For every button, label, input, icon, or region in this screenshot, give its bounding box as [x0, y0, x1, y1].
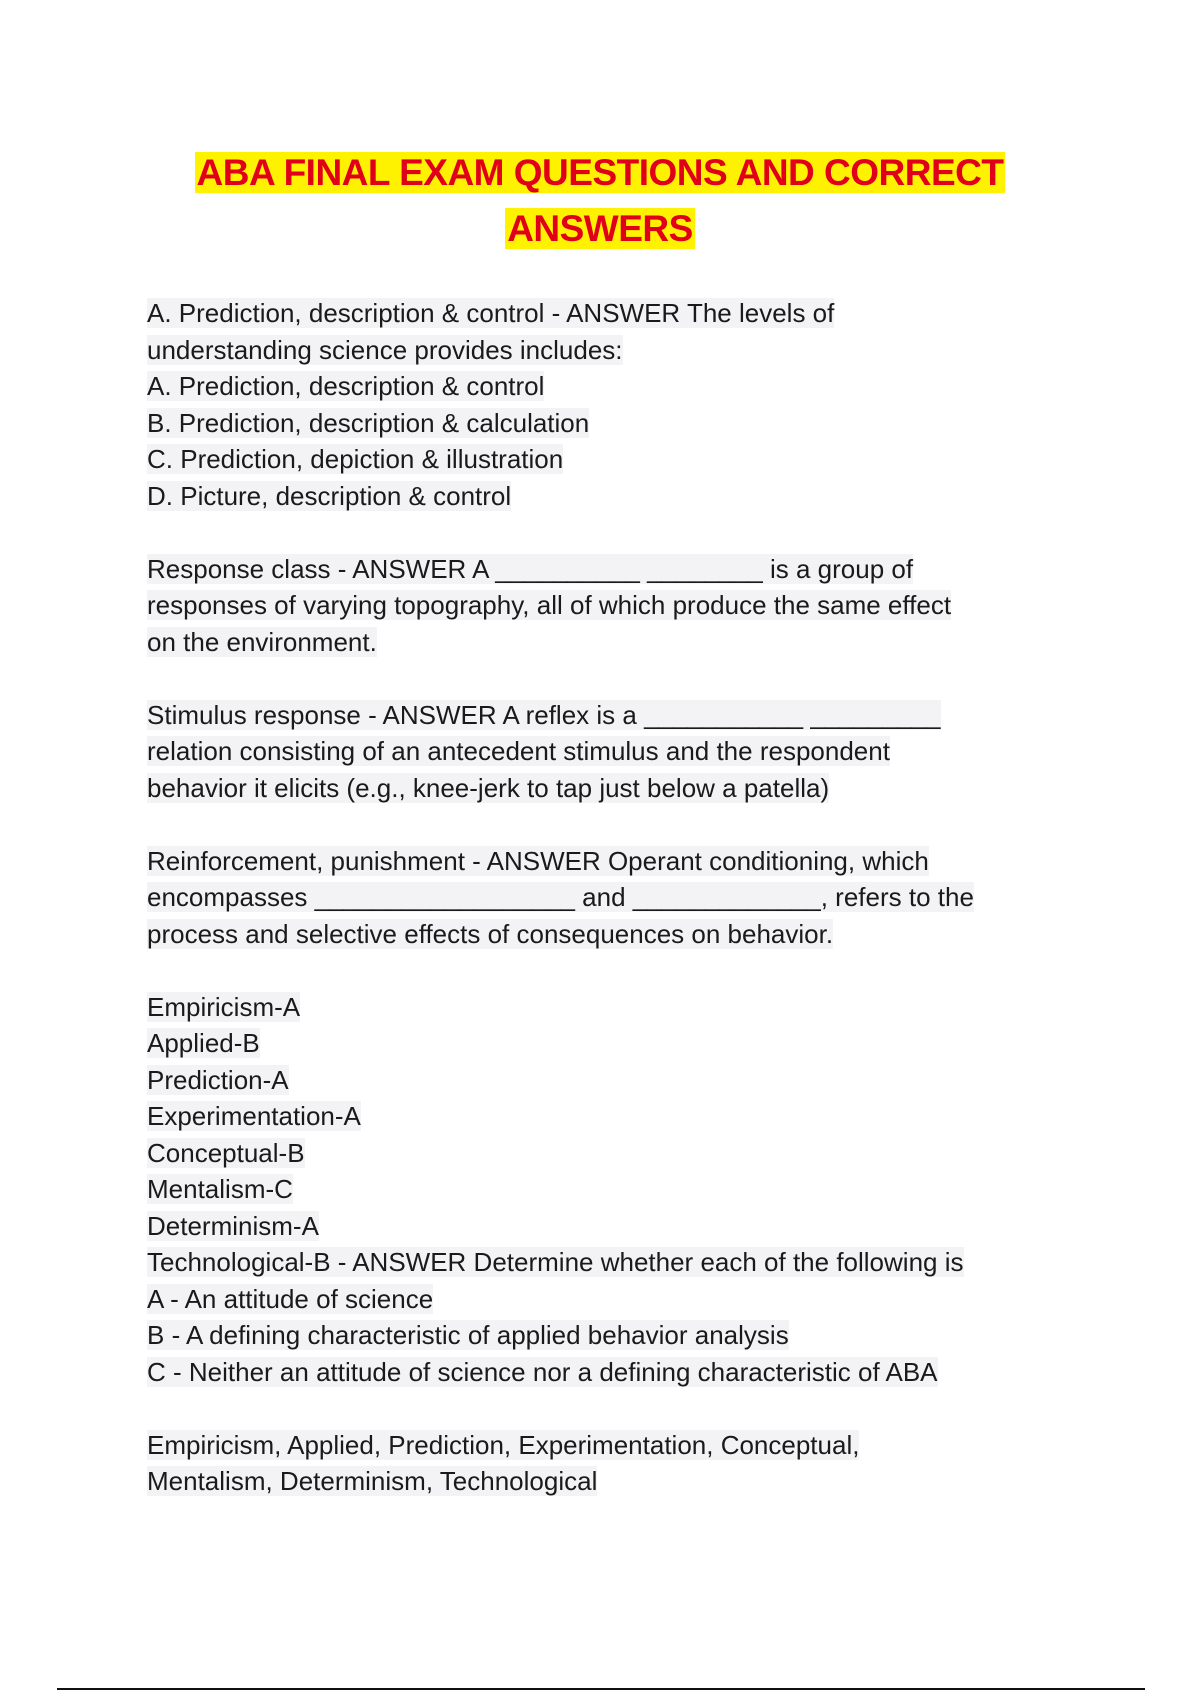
qa-block-operant-conditioning — [147, 843, 1067, 953]
qa-block-stimulus-response — [147, 697, 1067, 807]
text-line: B - A defining characteristic of applied behavior analysis — [147, 1320, 789, 1350]
text-line: B. Prediction, description & calculation — [147, 407, 590, 438]
document-title — [0, 145, 1200, 257]
text-line: Empiricism, Applied, Prediction, Experimentation, Conceptual, — [147, 1429, 860, 1460]
qa-block-terms-list — [147, 1427, 1067, 1500]
text-line: behavior it elicits (e.g., knee-jerk to tap just below a patella) — [147, 772, 830, 803]
text-line: Experimentation-A — [147, 1101, 361, 1131]
qa-block-response-class — [147, 551, 1067, 661]
text-line: C. Prediction, depiction & illustration — [147, 444, 564, 474]
text-line: Reinforcement, punishment - ANSWER Operant conditioning, which — [147, 845, 929, 876]
page-bottom-divider — [57, 1688, 1145, 1690]
text-line: on the environment. — [147, 626, 377, 657]
text-line: Technological-B - ANSWER Determine whether each of the following is — [147, 1247, 964, 1277]
qa-block-attitudes-characteristics — [147, 989, 1067, 1391]
qa-block-levels-of-science — [147, 295, 1067, 514]
text-line: Mentalism-C — [147, 1174, 293, 1204]
text-line: encompasses __________________ and _____________, refers to the — [147, 882, 974, 912]
text-line: Determinism-A — [147, 1210, 319, 1241]
text-line: A - An attitude of science — [147, 1283, 434, 1314]
text-line: Stimulus response - ANSWER A reflex is a ___________ _________ — [147, 699, 941, 730]
document-body — [147, 295, 1067, 1536]
text-line: A. Prediction, description & control - ANSWER The levels of — [147, 298, 835, 328]
text-line: A. Prediction, description & control — [147, 371, 545, 401]
text-line: responses of varying topography, all of which produce the same effect — [147, 590, 952, 620]
text-line: Prediction-A — [147, 1064, 289, 1095]
text-line: process and selective effects of consequences on behavior. — [147, 918, 834, 949]
text-line: Response class - ANSWER A __________ ________ is a group of — [147, 553, 914, 584]
text-line: Empiricism-A — [147, 991, 301, 1022]
title-line-1: ABA FINAL EXAM QUESTIONS AND CORRECT — [196, 152, 1004, 193]
text-line: understanding science provides includes: — [147, 334, 623, 365]
text-line: Applied-B — [147, 1028, 260, 1058]
text-line: Conceptual-B — [147, 1137, 305, 1168]
text-line: Mentalism, Determinism, Technological — [147, 1466, 598, 1496]
text-line: C - Neither an attitude of science nor a defining characteristic of ABA — [147, 1356, 938, 1387]
text-line: relation consisting of an antecedent stimulus and the respondent — [147, 736, 890, 766]
text-line: D. Picture, description & control — [147, 480, 512, 511]
title-line-2: ANSWERS — [507, 208, 693, 249]
